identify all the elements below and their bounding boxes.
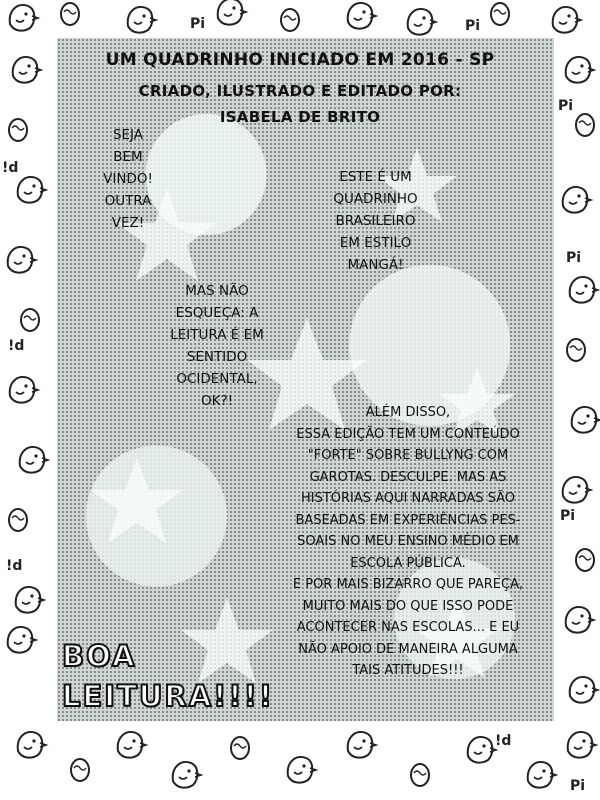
author-name: ISABELA DE BRITO [219,108,381,126]
welcome-line: BEM [113,149,143,165]
warning-line: GAROTAS. DESCULPE. MAS AS [309,469,507,485]
welcome-line: SEJA [112,127,144,143]
warning-line: NÃO APOIO DE MANEIRA ALGUMA [298,641,518,657]
warning-line: ACONTECER NAS ESCOLAS... E EU [296,620,520,635]
reading-line: ESQUEÇA: A [175,305,259,321]
content-warning-text [272,402,544,682]
warning-line: ESSA EDIÇÃO TEM UM CONTEÚDO [296,426,520,442]
pi-label: Pi [465,18,481,34]
welcome-line: VEZ! [111,215,145,231]
welcome-text [88,124,168,234]
credit-line: CRIADO, ILUSTRADO E EDITADO POR: [138,82,462,100]
pi-label: Pi [570,778,586,794]
warning-line: TAIS ATITUDES!!! [352,663,464,678]
warning-line: SOAIS NO MEU ENSINO MÉDIO EM [297,534,519,549]
pid-label: !d [6,558,23,574]
good-reading-title [62,636,275,716]
pi-label: Pi [560,508,576,524]
brazilian-line: QUADRINHO [333,191,418,207]
brazilian-comic-text [318,166,433,276]
warning-line: MUITO MAIS DO QUE ISSO PODE [302,598,514,614]
reading-line: SENTIDO [186,349,248,365]
reading-line: LEITURA É EM [170,327,264,343]
brazilian-line: BRASILEIRO [335,213,416,229]
reading-line: OK?! [200,393,234,409]
welcome-line: OUTRA [104,193,152,209]
brazilian-line: ESTE É UM [339,169,412,185]
pid-label: !d [495,733,512,749]
warning-line: HISTÓRIAS AQUI NARRADAS SÃO [300,491,516,506]
welcome-line: VINDO! [103,171,153,187]
brazilian-line: EM ESTILO [339,235,412,251]
warning-line: E POR MAIS BIZARRO QUE PAREÇA, [292,577,524,592]
pid-label: !d [2,160,19,176]
closing-line-2: LEITURA!!!! [62,679,275,713]
title-line: UM QUADRINHO INICIADO EM 2016 - SP [105,50,495,70]
brazilian-line: MANGÁ! [347,257,404,273]
pi-label: Pi [190,16,206,32]
reading-line: OCIDENTAL, [176,371,258,387]
closing-line-1: BOA [62,639,137,673]
warning-line: ALÉM DISSO, [365,405,451,420]
pi-label: Pi [566,250,582,266]
pid-label: !d [8,338,25,354]
warning-line: BASEADAS EM EXPERIÊNCIAS PES- [295,512,521,528]
warning-line: "FORTE" SOBRE BULLYNG COM [307,448,509,463]
reading-direction-text [158,280,276,412]
pi-label: Pi [558,98,574,114]
reading-line: MAS NÃO [185,283,249,299]
warning-line: ESCOLA PÚBLICA. [350,555,466,571]
